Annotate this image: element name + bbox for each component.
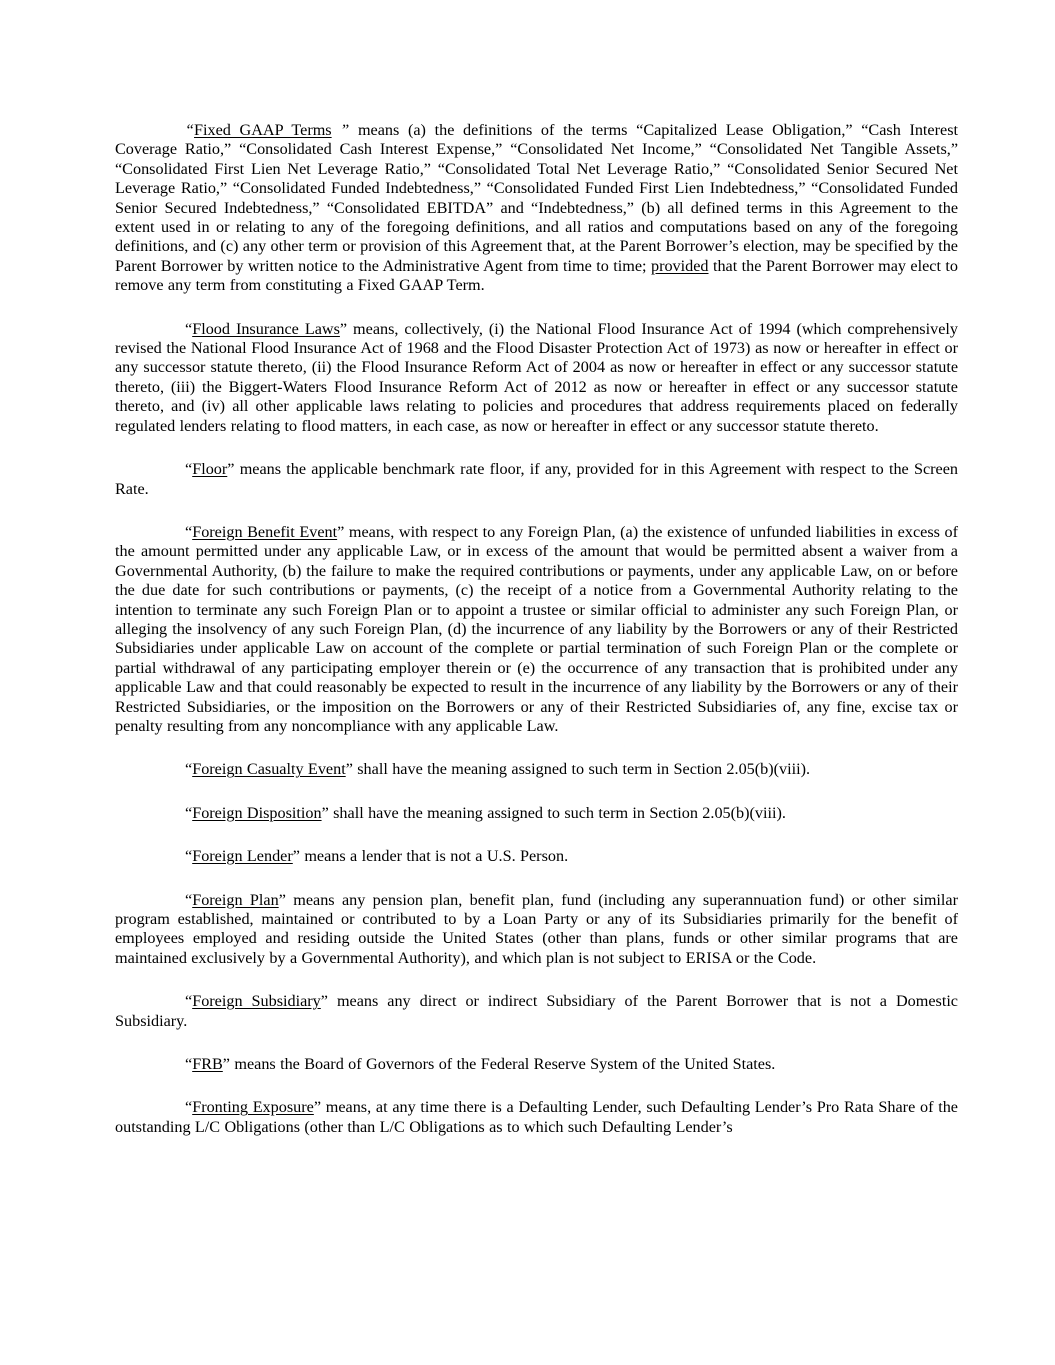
defined-term: Foreign Benefit Event: [192, 522, 338, 541]
text-segment: “: [185, 992, 193, 1011]
definition-paragraph-fixed-gaap-terms: [115, 121, 958, 296]
defined-term: Flood Insurance Laws: [192, 319, 340, 338]
text-segment: ” means, collectively, (i) the National Flood Insurance Act of 1994 (which comprehensively revised the National Flood Insurance Act of 1968 and the Flood Disaster Protection Act of 1973) as now or hereafter in effect or any successor statute thereto, (ii) the Flood Insurance Reform Act of 2004 as now or hereafter in effect or any successor statute thereto, (iii) the Biggert-Waters Flood Insurance Reform Act of 2012 as now or hereafter in effect or any successor statute thereto, and (iv) all other applicable laws relating to policies and procedures that address requirements placed on federally regulated lenders relating to flood matters, in each case, as now or hereafter in effect or any successor statute thereto.: [115, 319, 958, 435]
defined-term: Fixed GAAP Terms: [194, 121, 332, 139]
text-segment: ” means any direct or indirect Subsidiary of the Parent Borrower that is not a Domestic Subsidiary.: [115, 992, 958, 1030]
text-segment: provided: [650, 256, 709, 275]
text-segment: ” means, with respect to any Foreign Plan, (a) the existence of unfunded liabilities in excess of the amount permitted under any applicable Law, or in excess of the amount that would be permitted absent a waiver from a Governmental Authority, (b) the failure to make the required contributions or payments, under any applicable Law, on or before the due date for such contributions or payments, (c) the receipt of a notice from a Governmental Authority relating to the intention to terminate any such Foreign Plan or to appoint a trustee or similar official to administer any such Foreign Plan, or alleging the insolvency of any such Foreign Plan, (d) the incurrence of any liability by the Borrowers or any of their Restricted Subsidiaries under applicable Law on account of the complete or partial termination of such Foreign Plan or the complete or partial withdrawal of any participating employer therein or (e) the occurrence of any transaction that is prohibited under any applicable Law and that could reasonably be expected to result in the incurrence of any liability by the Borrowers or any of their Restricted Subsidiaries, or the imposition on the Borrowers or any of their Restricted Subsidiaries of, any fine, excise tax or penalty resulting from any noncompliance with any applicable Law.: [115, 522, 958, 735]
definition-paragraph-foreign-disposition: [115, 804, 958, 823]
definition-paragraph-foreign-plan: [115, 891, 958, 969]
defined-term: FRB: [192, 1055, 223, 1074]
text-segment: “: [185, 460, 193, 479]
text-segment: ” means any pension plan, benefit plan, fund (including any superannuation fund) or other similar program established, maintained or contributed to by a Loan Party or any of its Subsidiaries primarily for the benefit of employees employed and residing outside the United States (other than plans, funds or other similar programs that are maintained exclusively by a Governmental Authority), and which plan is not subject to ERISA or the Code.: [115, 890, 958, 967]
text-segment: ”: [331, 121, 350, 139]
definition-paragraph-foreign-lender: [115, 847, 958, 866]
text-segment: ” means the applicable benchmark rate floor, if any, provided for in this Agreement with respect to the Screen Rate.: [115, 460, 958, 498]
text-segment: ” shall have the meaning assigned to such term in Section 2.05(b)(viii).: [321, 803, 786, 822]
defined-term: Foreign Plan: [192, 890, 279, 909]
defined-term: Foreign Disposition: [192, 803, 322, 822]
defined-term: Fronting Exposure: [192, 1098, 314, 1117]
text-segment: “: [185, 1055, 193, 1074]
defined-term: Foreign Casualty Event: [192, 760, 346, 779]
text-segment: “: [185, 847, 193, 866]
text-segment: “: [185, 890, 193, 909]
text-segment: “: [185, 1098, 193, 1117]
definition-paragraph-flood-insurance-laws: [115, 320, 958, 436]
text-segment: ” shall have the meaning assigned to such term in Section 2.05(b)(viii).: [345, 760, 811, 779]
definition-paragraph-fronting-exposure: [115, 1098, 958, 1137]
definition-paragraph-foreign-benefit-event: [115, 523, 958, 736]
document-body: [115, 121, 958, 1137]
text-segment: means (a) the definitions of the terms “Capitalized Lease Obligation,” “Cash Interest Coverage Ratio,” “Consolidated Cash Interest Expense,” “Consolidated Net Income,” “Consolidated Net Tangible Assets,” “Consolidated First Lien Net Leverage Ratio,” “Consolidated Total Net Leverage Ratio,” “Consolidated Senior Secured Net Leverage Ratio,” “Consolidated Funded Indebtedness,” “Consolidated Funded First Lien Indebtedness,” “Consolidated Funded Senior Secured Indebtedness,” “Consolidated EBITDA” and “Indebtedness,” (b) all defined terms in this Agreement to the extent used in or relating to any of the foregoing definitions, and all ratios and computations based on any of the foregoing definitions, and (c) any other term or provision of this Agreement that, at the Parent Borrower’s election, may be specified by the Parent Borrower by written notice to the Administrative Agent from time to time;: [115, 121, 958, 275]
text-segment: ” means, at any time there is a Defaulting Lender, such Defaulting Lender’s Pro Rata Share of the outstanding L/C Obligations (other than L/C Obligations as to which such Defaulting Lender’s: [115, 1098, 958, 1136]
defined-term: Foreign Subsidiary: [192, 992, 321, 1011]
text-segment: that the Parent Borrower may elect to remove any term from constituting a Fixed GAAP Term.: [115, 256, 958, 295]
text-segment: “: [185, 121, 195, 139]
definition-paragraph-floor: [115, 460, 958, 499]
text-segment: “: [185, 760, 193, 779]
text-segment: “: [185, 803, 193, 822]
text-segment: ” means the Board of Governors of the Federal Reserve System of the United States.: [222, 1055, 776, 1074]
text-segment: ” means a lender that is not a U.S. Person.: [292, 847, 569, 866]
defined-term: Floor: [192, 460, 228, 479]
definition-paragraph-foreign-casualty-event: [115, 760, 958, 779]
defined-term: Foreign Lender: [192, 847, 293, 866]
text-segment: “: [185, 319, 193, 338]
text-segment: “: [185, 522, 193, 541]
definition-paragraph-frb: [115, 1055, 958, 1074]
definition-paragraph-foreign-subsidiary: [115, 992, 958, 1031]
